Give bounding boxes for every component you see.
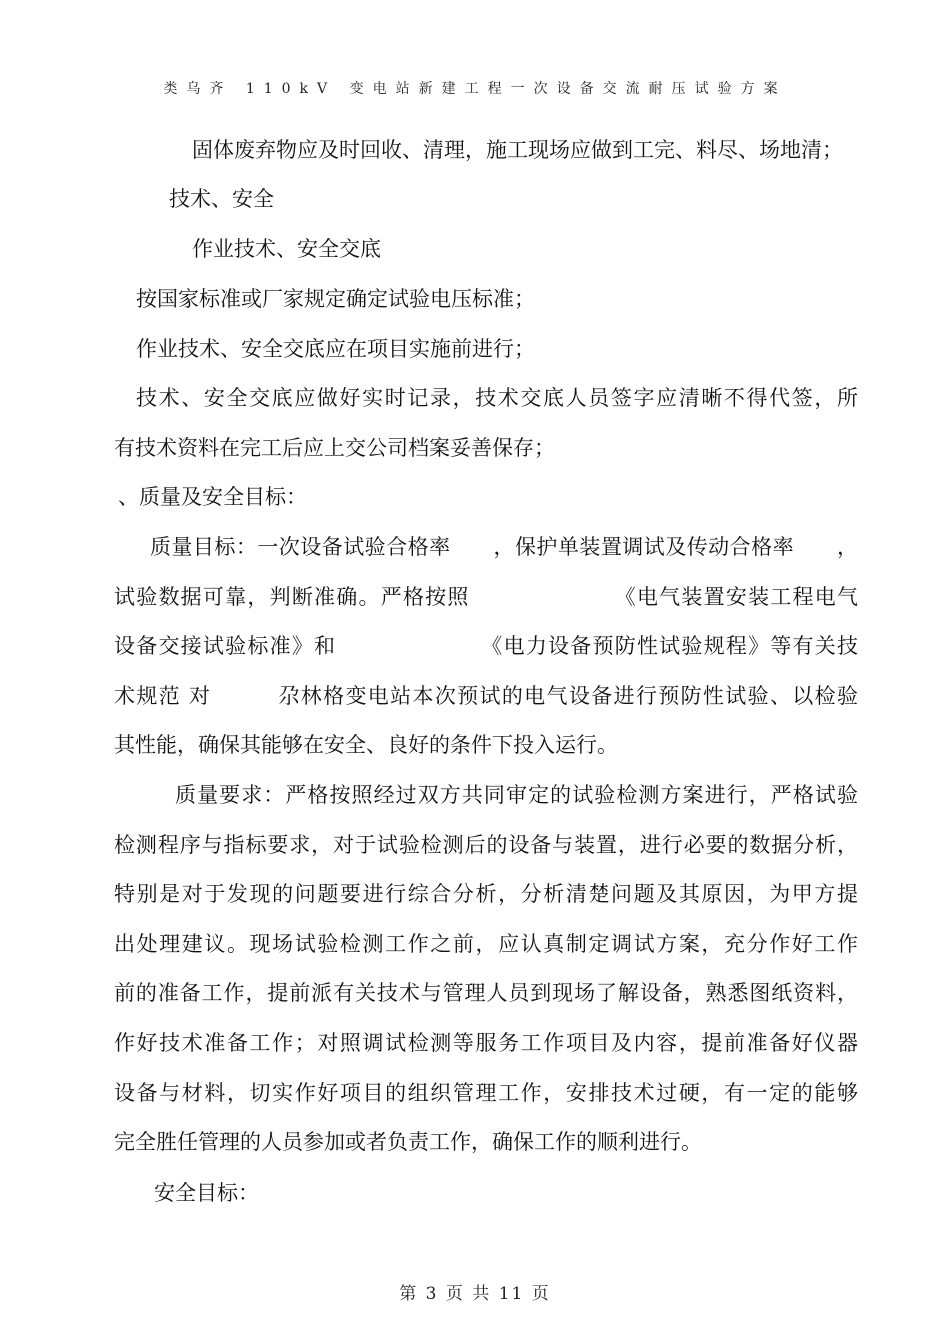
paragraph-line: 固体废弃物应及时回收、清理，施工现场应做到工完、料尽、场地清； [192,138,843,162]
paragraph-line: 术规范 对 尕林格变电站本次预试的电气设备进行预防性试验、以检验 [114,684,858,708]
paragraph-line: 出处理建议。现场试验检测工作之前，应认真制定调试方案，充分作好工作 [114,932,858,956]
paragraph-line: 检测程序与指标要求，对于试验检测后的设备与装置，进行必要的数据分析， [114,833,858,857]
subsection-heading: 作业技术、安全交底 [192,237,381,261]
page-footer: 第 3 页 共 11 页 [399,1284,551,1304]
paragraph-line: 设备交接试验标准》和 《电力设备预防性试验规程》等有关技 [114,634,858,658]
section-heading: 技术、安全 [169,187,274,211]
paragraph-line: 前的准备工作，提前派有关技术与管理人员到现场了解设备，熟悉图纸资料， [114,981,858,1005]
paragraph-line: 质量要求：严格按照经过双方共同审定的试验检测方案进行，严格试验 [175,783,858,807]
paragraph-line: 质量目标：一次设备试验合格率 ，保护单装置调试及传动合格率 ， [150,535,858,559]
paragraph-line: 特别是对于发现的问题要进行综合分析，分析清楚问题及其原因，为甲方提 [114,882,858,906]
paragraph-line: 其性能，确保其能够在安全、良好的条件下投入运行。 [114,733,618,757]
paragraph-line: 试验数据可靠，判断准确。严格按照 《电气装置安装工程电气 [114,585,858,609]
paragraph-line: 技术、安全交底应做好实时记录，技术交底人员签字应清晰不得代签，所 [136,386,858,410]
paragraph-line: 作业技术、安全交底应在项目实施前进行； [136,337,535,361]
paragraph-line: 有技术资料在完工后应上交公司档案妥善保存； [114,436,555,460]
section-heading: 、质量及安全目标： [118,485,307,509]
page-header: 类乌齐 110kV 变电站新建工程一次设备交流耐压试验方案 [163,81,787,97]
paragraph-line: 设备与材料，切实作好项目的组织管理工作，安排技术过硬，有一定的能够 [114,1081,858,1105]
paragraph-line: 按国家标准或厂家规定确定试验电压标准； [136,287,535,311]
paragraph-line: 完全胜任管理的人员参加或者负责工作，确保工作的顺利进行。 [114,1130,702,1154]
paragraph-line: 作好技术准备工作；对照调试检测等服务工作项目及内容，提前准备好仪器 [114,1031,858,1055]
section-heading: 安全目标： [154,1181,259,1205]
